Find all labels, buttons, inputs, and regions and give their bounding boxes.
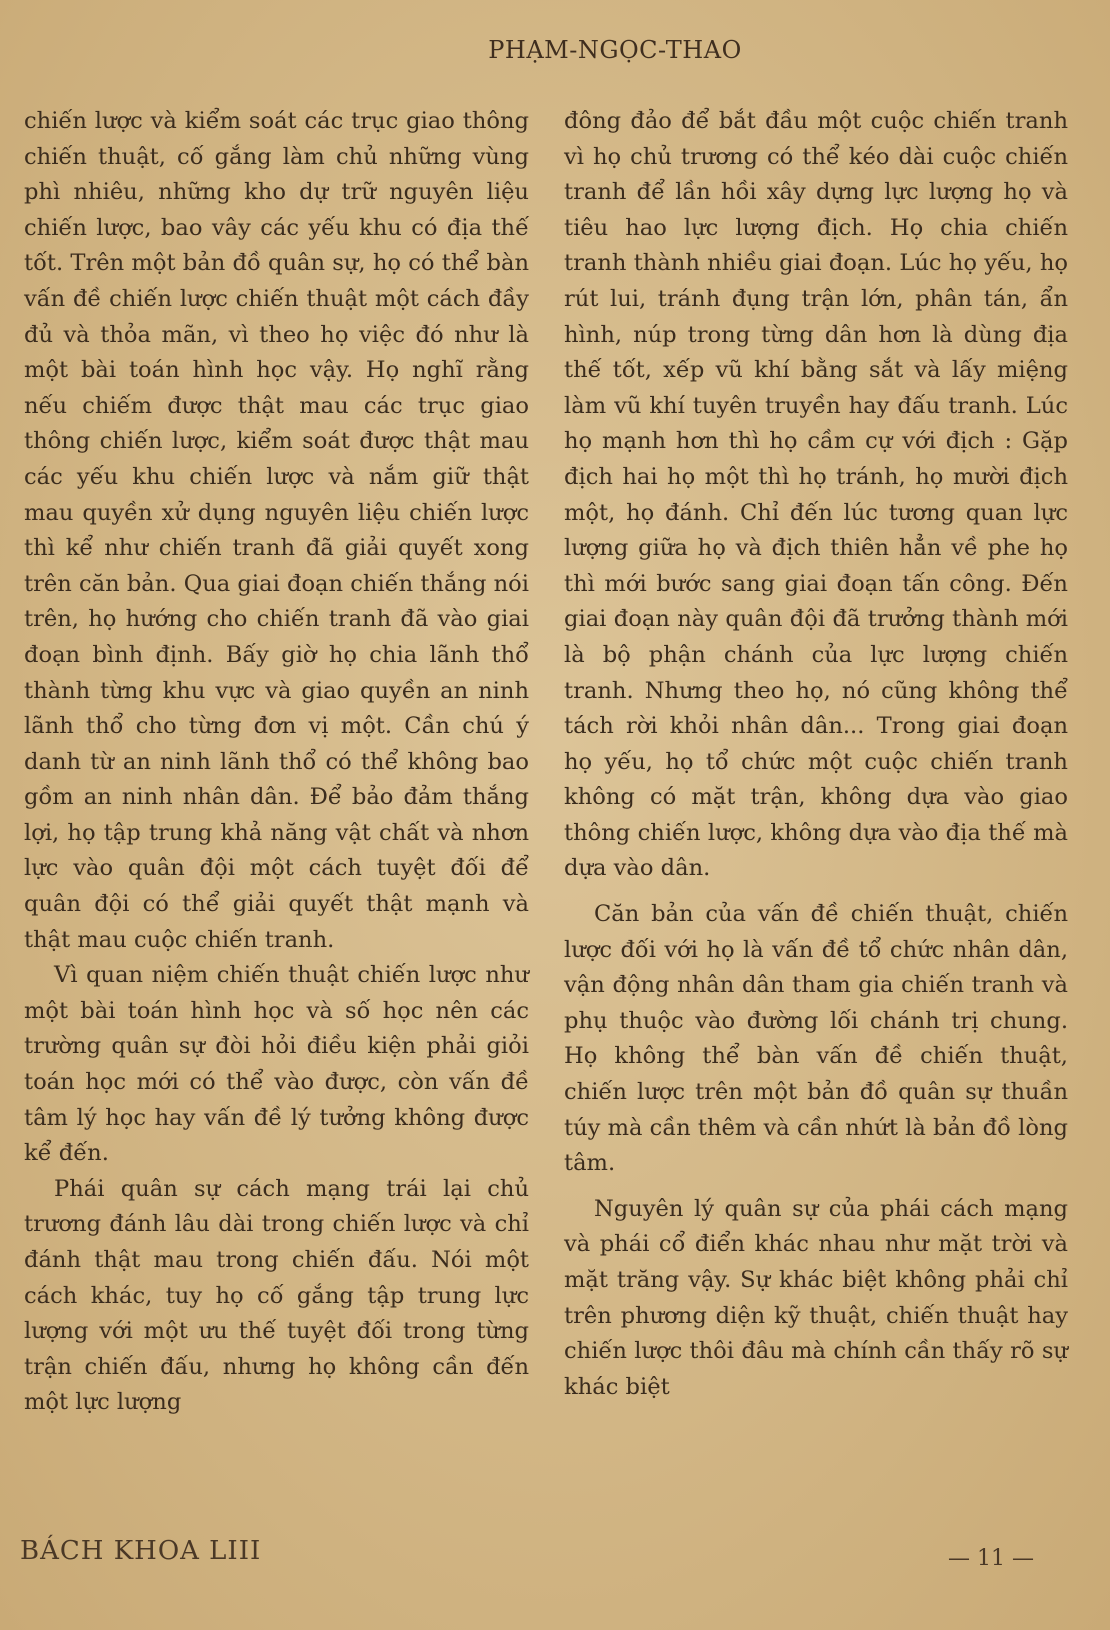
left-column (24, 104, 529, 1421)
right-column (564, 104, 1068, 1405)
left-paragraph-1: chiến lược và kiểm soát các trục giao thông chiến thuật, cố gắng làm chủ những vùng phì nhiêu, những kho dự trữ nguyên liệu chiến lược, bao vây các yếu khu có địa thế tốt. Trên một bản đồ quân sự, họ có thể bàn vấn đề chiến lược chiến thuật một cách đầy đủ và thỏa mãn, vì theo họ việc đó như là một bài toán hình học vậy. Họ nghĩ rằng nếu chiếm được thật mau các trục giao thông chiến lược, kiểm soát được thật mau các yếu khu chiến lược và nắm giữ thật mau quyền xử dụng nguyên liệu chiến lược thì kể như chiến tranh đã giải quyết xong trên căn bản. Qua giai đoạn chiến thắng nói trên, họ hướng cho chiến tranh đã vào giai đoạn bình định. Bấy giờ họ chia lãnh thổ thành từng khu vực và giao quyền an ninh lãnh thổ cho từng đơn vị một. Cần chú ý danh từ an ninh lãnh thổ có thể không bao gồm an ninh nhân dân. Để bảo đảm thắng lợi, họ tập trung khả năng vật chất và nhơn lực vào quân đội một cách tuyệt đối để quân đội có thể giải quyết thật mạnh và thật mau cuộc chiến tranh. (24, 108, 529, 953)
right-paragraph-1: đông đảo để bắt đầu một cuộc chiến tranh vì họ chủ trương có thể kéo dài cuộc chiến tranh để lần hồi xây dựng lực lượng họ và tiêu hao lực lượng địch. Họ chia chiến tranh thành nhiều giai đoạn. Lúc họ yếu, họ rút lui, tránh đụng trận lớn, phân tán, ẩn hình, núp trong từng dân hơn là dùng địa thế tốt, xếp vũ khí bằng sắt và lấy miệng làm vũ khí tuyên truyền hay đấu tranh. Lúc họ mạnh hơn thì họ cầm cự với địch : Gặp địch hai họ một thì họ tránh, họ mười địch một, họ đánh. Chỉ đến lúc tương quan lực lượng giữa họ và địch thiên hẳn về phe họ thì mới bước sang giai đoạn tấn công. Đến giai đoạn này quân đội đã trưởng thành mới là bộ phận chánh của lực lượng chiến tranh. Nhưng theo họ, nó cũng không thể tách rời khỏi nhân dân... Trong giai đoạn họ yếu, họ tổ chức một cuộc chiến tranh không có mặt trận, không dựa vào giao thông chiến lược, không dựa vào địa thế mà dựa vào dân. (564, 108, 1068, 882)
left-paragraph-2: Vì quan niệm chiến thuật chiến lược như một bài toán hình học và số học nên các trường quân sự đòi hỏi điều kiện phải giỏi toán học mới có thể vào được, còn vấn đề tâm lý học hay vấn đề lý tưởng không được kể đến. (24, 962, 529, 1167)
page-header: PHẠM-NGỌC-THAO (488, 36, 742, 64)
page-number: — 11 — (948, 1546, 1034, 1571)
right-paragraph-2: Căn bản của vấn đề chiến thuật, chiến lược đối với họ là vấn đề tổ chức nhân dân, vận động nhân dân tham gia chiến tranh và phụ thuộc vào đường lối chánh trị chung. Họ không thể bàn vấn đề chiến thuật, chiến lược trên một bản đồ quân sự thuần túy mà cần thêm và cần nhứt là bản đồ lòng tâm. (564, 901, 1068, 1177)
left-paragraph-3: Phái quân sự cách mạng trái lại chủ trương đánh lâu dài trong chiến lược và chỉ đánh thật mau trong chiến đấu. Nói một cách khác, tuy họ cố gắng tập trung lực lượng với một ưu thế tuyệt đối trong từng trận chiến đấu, nhưng họ không cần đến một lực lượng (24, 1175, 529, 1416)
right-paragraph-3: Nguyên lý quân sự của phái cách mạng và phái cổ điển khác nhau như mặt trời và mặt trăng vậy. Sự khác biệt không phải chỉ trên phương diện kỹ thuật, chiến thuật hay chiến lược thôi đâu mà chính cần thấy rõ sự khác biệt (564, 1195, 1068, 1400)
magazine-name: BÁCH KHOA LIII (20, 1536, 262, 1566)
